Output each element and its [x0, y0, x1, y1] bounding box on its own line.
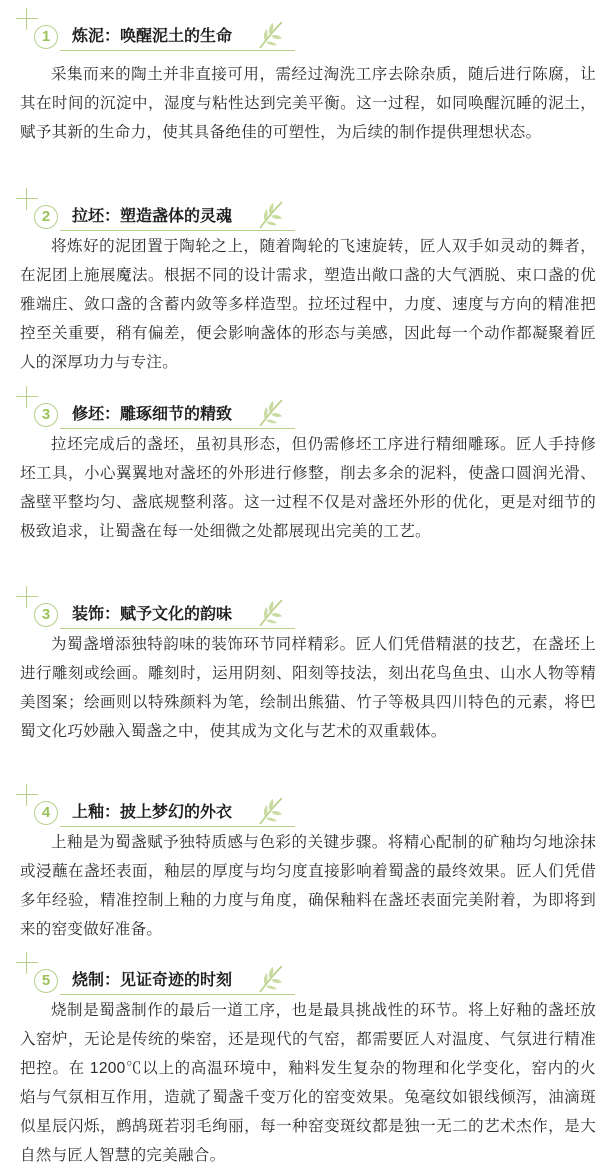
section-6	[0, 944, 609, 1164]
cross-decoration	[16, 596, 38, 597]
heading-underline	[60, 428, 295, 429]
section-title: 上釉：披上梦幻的外衣	[72, 804, 233, 821]
section-title: 烧制：见证奇迹的时刻	[72, 972, 233, 989]
section-body: 将炼好的泥团置于陶轮之上，随着陶轮的飞速旋转，匠人双手如灵动的舞者，在泥团上施展魔法。根据不同的设计需求，塑造出敞口盏的大气洒脱、束口盏的优雅端庄、敛口盏的含蓄内敛等多样造型。拉坯过程中，力度、速度与方向的精准把控至关重要，稍有偏差，便会影响盏体的形态与美感，因此每一个动作都凝聚着匠人的深厚功力与专注。	[20, 238, 596, 371]
cross-decoration	[16, 198, 38, 199]
heading-underline	[60, 994, 295, 995]
wheat-leaf-icon	[256, 396, 286, 428]
section-5	[0, 776, 609, 938]
step-number: 3	[34, 603, 58, 627]
wheat-leaf-icon	[256, 962, 286, 994]
section-title: 装饰：赋予文化的韵味	[72, 606, 233, 623]
section-heading	[0, 776, 609, 821]
heading-underline	[60, 628, 295, 629]
section-heading	[0, 180, 609, 225]
heading-underline	[60, 230, 295, 231]
wheat-leaf-icon	[256, 596, 286, 628]
wheat-leaf-icon	[256, 794, 286, 826]
section-1	[0, 0, 609, 141]
section-body: 烧制是蜀盏制作的最后一道工序，也是最具挑战性的环节。将上好釉的盏坯放入窑炉，无论是传统的柴窑，还是现代的气窑，都需要匠人对温度、气氛进行精准把控。在 1200℃以上的高温环境中，釉料发生复杂的物理和化学变化，窑内的火焰与气氛相互作用，造就了蜀盏千变万化的窑变效果。兔毫纹如银线倾泻，油滴斑似星辰闪烁，鹧鸪斑若羽毛绚丽，每一种窑变斑纹都是独一无二的艺术杰作，是大自然与匠人智慧的完美融合。	[20, 1002, 596, 1164]
heading-underline	[60, 826, 295, 827]
section-heading	[0, 378, 609, 423]
section-heading	[0, 944, 609, 989]
section-heading	[0, 0, 609, 45]
cross-decoration	[16, 18, 38, 19]
wheat-leaf-icon	[256, 198, 286, 230]
section-body: 为蜀盏增添独特韵味的装饰环节同样精彩。匠人们凭借精湛的技艺，在盏坯上进行雕刻或绘画。雕刻时，运用阴刻、阳刻等技法，刻出花鸟鱼虫、山水人物等精美图案；绘画则以特殊颜料为笔，绘制出熊猫、竹子等极具四川特色的元素，将巴蜀文化巧妙融入蜀盏之中，使其成为文化与艺术的双重载体。	[20, 636, 596, 740]
section-4	[0, 578, 609, 740]
section-body: 采集而来的陶土并非直接可用，需经过淘洗工序去除杂质，随后进行陈腐，让其在时间的沉淀中，湿度与粘性达到完美平衡。这一过程，如同唤醒沉睡的泥土，赋予其新的生命力，使其具备绝佳的可塑性，为后续的制作提供理想状态。	[20, 66, 596, 141]
step-number: 3	[34, 403, 58, 427]
cross-decoration	[16, 962, 38, 963]
section-heading	[0, 578, 609, 623]
step-number: 2	[34, 205, 58, 229]
section-title: 修坯：雕琢细节的精致	[72, 406, 233, 423]
section-2	[0, 180, 609, 371]
step-number: 1	[34, 25, 58, 49]
step-number: 5	[34, 969, 58, 993]
section-title: 炼泥：唤醒泥土的生命	[72, 28, 233, 45]
heading-underline	[60, 50, 295, 51]
section-body: 上釉是为蜀盏赋予独特质感与色彩的关键步骤。将精心配制的矿釉均匀地涂抹或浸蘸在盏坯表面，釉层的厚度与均匀度直接影响着蜀盏的最终效果。匠人们凭借多年经验，精准控制上釉的力度与角度，确保釉料在盏坯表面完美附着，为即将到来的窑变做好准备。	[20, 834, 596, 938]
section-title: 拉坯：塑造盏体的灵魂	[72, 208, 233, 225]
section-3	[0, 378, 609, 540]
step-number: 4	[34, 801, 58, 825]
cross-decoration	[16, 794, 38, 795]
wheat-leaf-icon	[256, 18, 286, 50]
section-body: 拉坯完成后的盏坯，虽初具形态，但仍需修坯工序进行精细雕琢。匠人手持修坯工具，小心翼翼地对盏坯的外形进行修整，削去多余的泥料，使盏口圆润光滑、盏壁平整均匀、盏底规整利落。这一过程不仅是对盏坯外形的优化，更是对细节的极致追求，让蜀盏在每一处细微之处都展现出完美的工艺。	[20, 436, 596, 540]
cross-decoration	[16, 396, 38, 397]
